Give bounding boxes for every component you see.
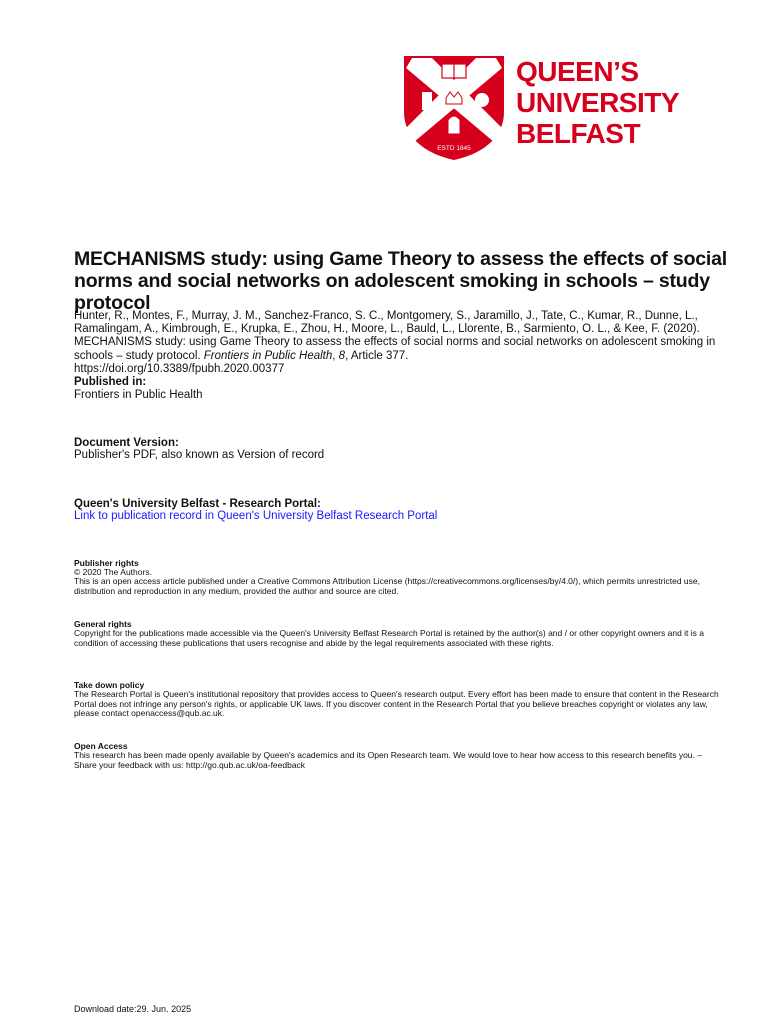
citation-text: Hunter, R., Montes, F., Murray, J. M., Sanchez-Franco, S. C., Montgomery, S., Jaramillo, J., Tate, C., Kumar, R., Dunne, L., Ramalingam, A., Kimbrough, E., Krupka, E., Zhou, H., Moore, L., Bauld, L., Llorente, B., Sarmiento, O. L., & Kee, F. (2020). MECHANISMS study: using Game Theory to assess the effects of social norms and social networks on adolescent smoking in schools – study protocol. [74,310,716,362]
portal-label: Queen's University Belfast - Research Portal: [74,498,321,510]
open-access-body: This research has been made openly available by Queen's academics and its Open Research team. We would love to hear how access to this research benefits you. – Share your feedback with us: http://go.qub.ac.uk/oa-feedback [74,750,702,770]
publisher-rights-body: This is an open access article published under a Creative Commons Attribution License (https://creativecommons.org/licenses/by/4.0/), which permits unrestricted use, distribution and reproduction in any medium, provided the author and source are cited. [74,576,700,596]
logo-line-2: UNIVERSITY [516,87,680,118]
citation [74,310,734,376]
citation-article: , Article 377. [345,349,409,362]
portal-link-wrap [74,510,437,523]
logo-wordmark [516,56,679,149]
open-access-heading: Open Access [74,741,128,751]
published-in-label: Published in: [74,376,147,388]
citation-journal: Frontiers in Public Health [203,349,333,362]
document-version-value: Publisher's PDF, also known as Version of record [74,449,325,461]
citation-doi: https://doi.org/10.3389/fpubh.2020.00377 [74,362,285,375]
download-date: Download date:29. Jun. 2025 [74,1004,192,1014]
publisher-rights-heading: Publisher rights [74,558,139,568]
general-rights-body: Copyright for the publications made accessible via the Queen's University Belfast Research Portal is retained by the author(s) and / or other copyright owners and it is a condition of accessing these publications that users recognise and abide by the legal requirements associated with these rights. [74,628,704,648]
university-logo [402,54,714,162]
logo-line-1: QUEEN’S [516,56,639,87]
publisher-rights-line1: © 2020 The Authors. [74,567,152,577]
citation-volume: 8 [338,349,346,362]
take-down-body: The Research Portal is Queen's institutional repository that provides access to Queen's research output. Every effort has been made to ensure that content in the Research Portal does not infringe any person's rights, or applicable UK laws. If you discover content in the Research Portal that you believe breaches copyright or violates any law, please contact openaccess@qub.ac.uk. [74,689,719,719]
crest-estd: ESTD 1845 [437,145,471,152]
general-rights-heading: General rights [74,619,132,629]
document-version-label: Document Version: [74,437,179,449]
take-down-heading: Take down policy [74,680,145,690]
page-title: MECHANISMS study: using Game Theory to assess the effects of social norms and social networks on adolescent smoking in schools – study protocol [74,248,728,314]
citation-sep: , [332,349,339,362]
logo-line-3: BELFAST [516,118,641,149]
university-crest-icon [402,54,506,162]
portal-link[interactable]: Link to publication record in Queen's University Belfast Research Portal [74,510,438,522]
published-in-value: Frontiers in Public Health [74,389,203,401]
